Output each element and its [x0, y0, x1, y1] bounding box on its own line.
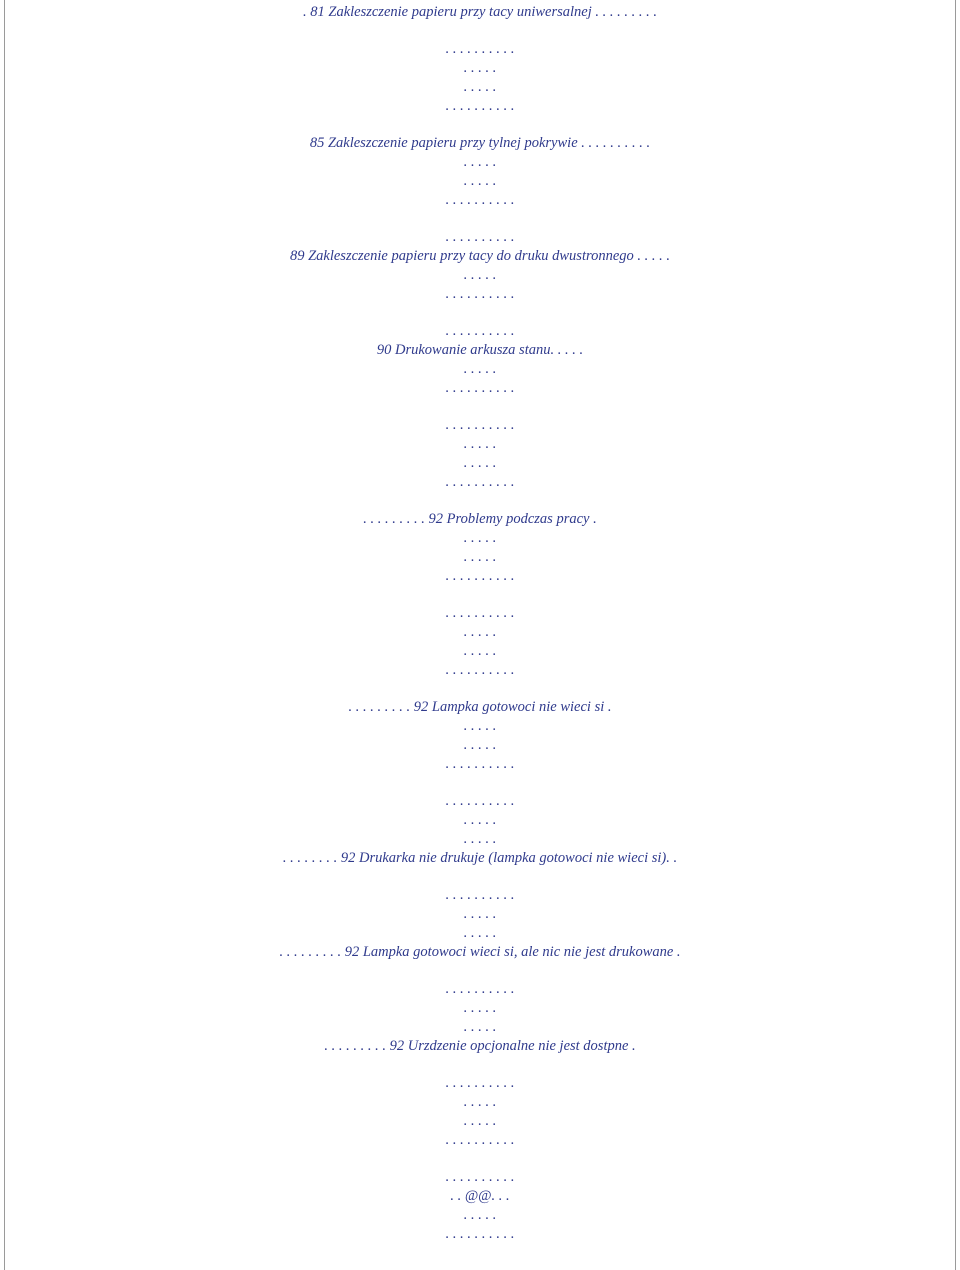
toc-entry-92-drukarka-nie-drukuje: . . . . . . . . 92 Drukarka nie drukuje (lampka gotowoci nie wieci si). . — [282, 850, 678, 866]
toc-leader-line: . . . . . . . . . . — [445, 793, 515, 809]
toc-leader-line: . . . . . . . . . . — [445, 756, 515, 772]
toc-leader-line: . . . . . — [463, 624, 497, 640]
toc-entry-81-tacy-uniwersalnej: . 81 Zakleszczenie papieru przy tacy uniwersalnej . . . . . . . . . — [303, 4, 657, 20]
toc-leader-line: . . . . . — [463, 906, 497, 922]
toc-leader-line: . . . . . . . . . . — [445, 417, 515, 433]
toc-leader-line: . . . . . . . . . . — [445, 1075, 515, 1091]
toc-leader-line: . . . . . . . . . . — [445, 887, 515, 903]
toc-leader-line: . . . . . . . . . . — [445, 1132, 515, 1148]
toc-leader-line: . . . . . — [463, 267, 497, 283]
toc-entry-92-lampka-nie-wieci: . . . . . . . . . 92 Lampka gotowoci nie wieci si . — [348, 699, 612, 715]
toc-leader-line: . . . . . — [463, 1113, 497, 1129]
toc-leader-line: . . . . . — [463, 1000, 497, 1016]
toc-leader-line: . . . . . — [463, 60, 497, 76]
toc-leader-line: . . . . . . . . . . — [445, 98, 515, 114]
toc-leader-line: . . . . . — [463, 361, 497, 377]
toc-leader-line: . . . . . — [463, 455, 497, 471]
toc-entry-92-urzadzenie-opcjonalne: . . . . . . . . . 92 Urzdzenie opcjonalne nie jest dostpne . — [324, 1038, 636, 1054]
toc-leader-line: . . . . . . . . . . — [445, 41, 515, 57]
toc-leader-line: . . . . . — [463, 1207, 497, 1223]
toc-leader-line: . . . . . — [463, 737, 497, 753]
toc-leader-line: . . . . . . . . . . — [445, 605, 515, 621]
toc-leader-line: . . . . . — [463, 1094, 497, 1110]
toc-leader-line: . . . . . — [463, 79, 497, 95]
toc-leader-line: . . . . . — [463, 643, 497, 659]
toc-leader-line: . . . . . — [463, 530, 497, 546]
toc-leader-line: . . . . . . . . . . — [445, 192, 515, 208]
toc-leader-line: . . . . . . . . . . — [445, 981, 515, 997]
toc-entry-92-lampka-wieci-brak-druku: . . . . . . . . . 92 Lampka gotowoci wieci si, ale nic nie jest drukowane . — [279, 944, 681, 960]
toc-leader-line: . . . . . — [463, 173, 497, 189]
toc-leader-line: . . . . . . . . . . — [445, 474, 515, 490]
toc-leader-line: . . . . . . . . . . — [445, 380, 515, 396]
toc-entry-90-arkusza-stanu: 90 Drukowanie arkusza stanu. . . . . — [376, 342, 584, 358]
toc-entry-92-problemy-podczas-pracy: . . . . . . . . . 92 Problemy podczas pracy . — [363, 511, 597, 527]
toc-leader-line: . . . . . . . . . . — [445, 286, 515, 302]
toc-leader-line: . . . . . . . . . . — [445, 568, 515, 584]
toc-leader-line: . . . . . . . . . . — [445, 662, 515, 678]
toc-leader-line: . . . . . — [463, 831, 497, 847]
toc-leader-line: . . . . . . . . . . — [445, 1226, 515, 1242]
toc-leader-line: . . . . . — [463, 718, 497, 734]
toc-leader-line: . . . . . . . . . . — [445, 1169, 515, 1185]
toc-leader-line: . . . . . — [463, 154, 497, 170]
toc-leader-line: . . . . . — [463, 549, 497, 565]
toc-leader-line: . . . . . . . . . . — [445, 229, 515, 245]
toc-leader-line: . . . . . — [463, 925, 497, 941]
toc-leader-line-at-marks: . . @@. . . — [450, 1188, 510, 1204]
toc-leader-line: . . . . . — [463, 812, 497, 828]
toc-leader-line: . . . . . . . . . . — [445, 323, 515, 339]
toc-entry-89-druku-dwustronnego: 89 Zakleszczenie papieru przy tacy do druku dwustronnego . . . . . — [289, 248, 671, 264]
toc-leader-line: . . . . . — [463, 1019, 497, 1035]
toc-entry-85-tylnej-pokrywie: 85 Zakleszczenie papieru przy tylnej pokrywie . . . . . . . . . . — [309, 135, 651, 151]
toc-leader-line: . . . . . — [463, 436, 497, 452]
